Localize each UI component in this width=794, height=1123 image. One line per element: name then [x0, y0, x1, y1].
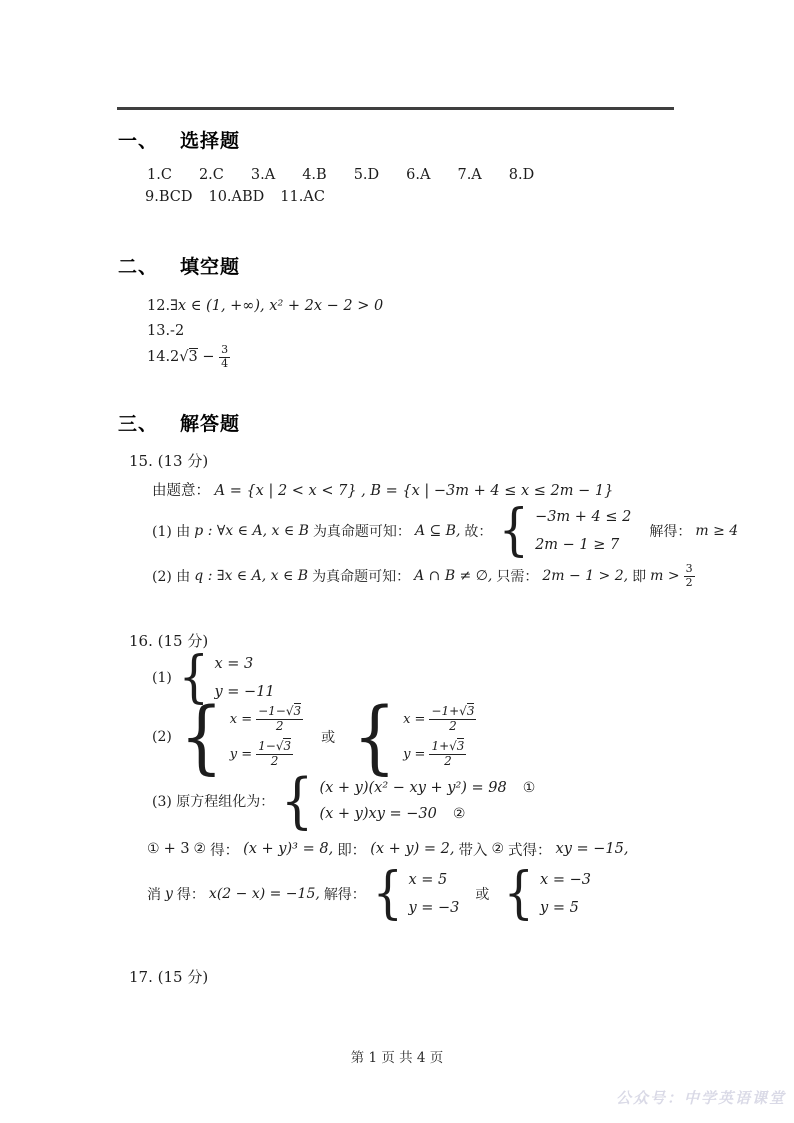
math-expression: + 3: [163, 841, 190, 857]
answer-item: 10.ABD: [208, 189, 265, 205]
sqrt-expression: [449, 738, 464, 753]
radicand: 3: [466, 704, 475, 719]
problem-15-part-1: [152, 498, 742, 563]
radical-sign: √: [275, 739, 284, 753]
radical-sign: √: [459, 704, 467, 719]
statement-text: 故：: [464, 524, 493, 540]
numerator-text: 1−: [258, 739, 276, 753]
problem-16-step-line: [147, 838, 632, 860]
sqrt-expression: [286, 703, 301, 718]
system-row: [319, 780, 535, 796]
answer-item: 5.D: [353, 167, 380, 183]
section-1-title: 选择题: [180, 130, 241, 152]
system-row: y = 5: [540, 900, 579, 916]
part-label: (1) 由: [152, 524, 191, 540]
fraction-numerator: 3: [685, 561, 693, 575]
answer-item: 8.D: [508, 167, 535, 183]
minus-sign: −: [197, 349, 220, 366]
math-expression: A = {x | 2 < x < 7} , B = {x | −3m + 4 ≤ x ≤ 2m − 1}: [214, 483, 614, 499]
section-2-title: 填空题: [180, 256, 241, 278]
statement-text: 只需：: [496, 569, 539, 585]
equation-ref-2: ②: [193, 841, 207, 857]
system-row: [403, 740, 476, 769]
fraction: [256, 740, 293, 769]
statement-text: 得：: [210, 842, 240, 859]
system-row: y = −11: [214, 684, 275, 700]
math-expression: 2m − 1 > 2,: [542, 568, 629, 584]
fraction-denominator: 2: [275, 719, 284, 734]
sqrt-expression: [459, 703, 474, 718]
equation-ref-3: ②: [491, 841, 505, 857]
fraction-denominator: 4: [221, 356, 229, 370]
choice-answers-row-1: [147, 167, 534, 183]
numerator-text: −1−: [258, 704, 286, 719]
fraction-numerator: [429, 740, 466, 755]
fraction-numerator: [256, 740, 293, 755]
answer-item: 7.A: [457, 167, 482, 183]
math-expression: (x + y) = 2,: [370, 841, 455, 857]
equation-lhs: x =: [229, 712, 253, 728]
equation-lhs: y =: [229, 746, 253, 762]
fraction-denominator: 2: [444, 753, 452, 768]
equation-system: { x = 3 y = −11: [178, 645, 275, 710]
fraction: [429, 705, 476, 734]
equation-lhs: y =: [403, 746, 426, 762]
equation-system: { x = $\frac{-1+√3}{2}$ y = $\frac{1+√3}{2}$: [352, 690, 475, 783]
statement-text: 为真命题可知：: [312, 524, 411, 540]
system-row: 2m − 1 ≥ 7: [535, 537, 620, 553]
section-3-title: 解答题: [180, 413, 241, 435]
equation-ref-1: ①: [147, 841, 160, 857]
statement-text: 得：: [176, 887, 205, 903]
or-label: 或: [321, 730, 336, 746]
solve-label: 解得：: [323, 887, 366, 903]
problem-15-part-2: [152, 562, 699, 590]
math-expression: ∃x ∈ (1, +∞), x² + 2x − 2 > 0: [170, 298, 384, 314]
statement-text: 消: [147, 887, 161, 903]
section-2-number: 二、: [118, 256, 159, 278]
statement-text: 为真命题可知：: [312, 569, 411, 585]
statement-text: 式得：: [508, 842, 552, 859]
system-row: [230, 705, 303, 734]
math-variable: y: [165, 886, 173, 902]
given-label: 由题意：: [152, 483, 210, 499]
equation-system: { (x + y)(x² − xy + y²) = 98 ① (x + y)xy = −30 ②: [281, 766, 536, 836]
or-label: 或: [475, 887, 490, 903]
numerator-text: −1+: [431, 704, 460, 719]
question-number: 14.2: [147, 349, 180, 366]
numerator-text: 1+: [431, 739, 450, 753]
equation-lhs: x =: [403, 712, 426, 728]
equation-tag-1: ①: [522, 780, 536, 796]
equation-system: { x = 5 y = −3: [372, 861, 460, 926]
fill-answer-12: [147, 298, 383, 314]
math-expression: xy = −15,: [555, 841, 629, 857]
radical-sign: √: [179, 349, 189, 366]
section-1-heading: [118, 126, 240, 153]
system-row: [230, 740, 303, 769]
answer-item: 6.A: [406, 167, 431, 183]
answer-item: 1.C: [147, 167, 172, 183]
system-row: [403, 705, 476, 734]
fraction: [429, 740, 466, 769]
section-2-heading: [118, 252, 240, 279]
answer-item: 2.C: [198, 167, 224, 183]
radicand: 3: [188, 349, 198, 366]
part-label: (3) 原方程组化为：: [152, 794, 275, 810]
problem-15-head: 15. (13 分): [129, 452, 209, 470]
radicand: 3: [456, 739, 465, 753]
fraction-denominator: 2: [270, 753, 279, 768]
fraction: [684, 563, 695, 589]
equation: (x + y)(x² − xy + y²) = 98: [319, 780, 507, 796]
system-row: y = −3: [408, 900, 460, 916]
fraction: [219, 344, 230, 370]
page-footer: 第 1 页 共 4 页: [350, 1050, 444, 1066]
part-label: (2) 由: [152, 569, 191, 585]
top-rule: [117, 107, 674, 110]
fill-answer-14: [147, 344, 230, 370]
statement-text: 即：: [337, 842, 367, 859]
equation-tag-2: ②: [452, 806, 466, 822]
section-3-heading: [118, 409, 240, 436]
system-row: x = −3: [540, 872, 591, 888]
math-expression: p : ∀x ∈ A, x ∈ B: [194, 523, 309, 539]
answer-item: 3.A: [250, 167, 276, 183]
problem-16-solution-line: [147, 861, 595, 926]
math-expression: m ≥ 4: [695, 523, 739, 539]
solve-label: 解得：: [649, 524, 692, 540]
fraction-denominator: 2: [449, 719, 457, 734]
fraction-denominator: 2: [685, 575, 693, 589]
math-expression: x(2 − x) = −15,: [208, 886, 320, 902]
watermark: 公众号：中学英语课堂: [615, 1089, 786, 1107]
math-expression: A ∩ B ≠ ∅,: [414, 568, 493, 584]
sqrt-expression: [179, 348, 197, 365]
problem-17-head: 17. (15 分): [129, 968, 209, 986]
question-number: 12.: [147, 298, 171, 314]
problem-16-part-3: [152, 766, 539, 836]
math-expression: A ⊆ B,: [414, 523, 461, 539]
system-row: x = 3: [214, 656, 254, 672]
radicand: 3: [293, 704, 302, 719]
answer-item: 9.BCD: [145, 189, 193, 205]
fraction: [256, 705, 303, 734]
section-1-number: 一、: [118, 130, 159, 152]
equation-system: { x = $\frac{-1-√3}{2}$ y = $\frac{1-√3}{2}$: [179, 690, 302, 783]
fill-answer-13: 13.-2: [147, 323, 185, 339]
problem-15-given: [152, 479, 613, 500]
radical-sign: √: [449, 739, 457, 753]
part-label: (1): [152, 670, 172, 686]
fraction-numerator: [256, 705, 303, 720]
choice-answers-row-2: [145, 189, 325, 205]
system-row: −3m + 4 ≤ 2: [535, 509, 632, 525]
radicand: 3: [283, 739, 292, 753]
equation: (x + y)xy = −30: [319, 806, 437, 822]
radical-sign: √: [285, 704, 294, 719]
fraction-numerator: 3: [221, 343, 229, 356]
sqrt-expression: [276, 738, 291, 753]
section-3-number: 三、: [118, 413, 159, 435]
math-expression: m >: [650, 568, 680, 584]
math-expression: (x + y)³ = 8,: [243, 841, 334, 857]
equation-system: { −3m + 4 ≤ 2 2m − 1 ≥ 7: [499, 498, 632, 563]
answer-item: 11.AC: [280, 189, 325, 205]
problem-16-head: 16. (15 分): [129, 632, 209, 650]
system-row: x = 5: [408, 872, 448, 888]
math-expression: q : ∃x ∈ A, x ∈ B: [194, 568, 309, 584]
statement-text: 即: [632, 569, 647, 585]
system-row: [319, 806, 535, 822]
equation-system: { x = −3 y = 5: [504, 861, 591, 926]
fraction-numerator: [429, 705, 476, 720]
part-label: (2): [152, 729, 172, 745]
statement-text: 带入: [458, 842, 488, 859]
answer-item: 4.B: [302, 167, 327, 183]
